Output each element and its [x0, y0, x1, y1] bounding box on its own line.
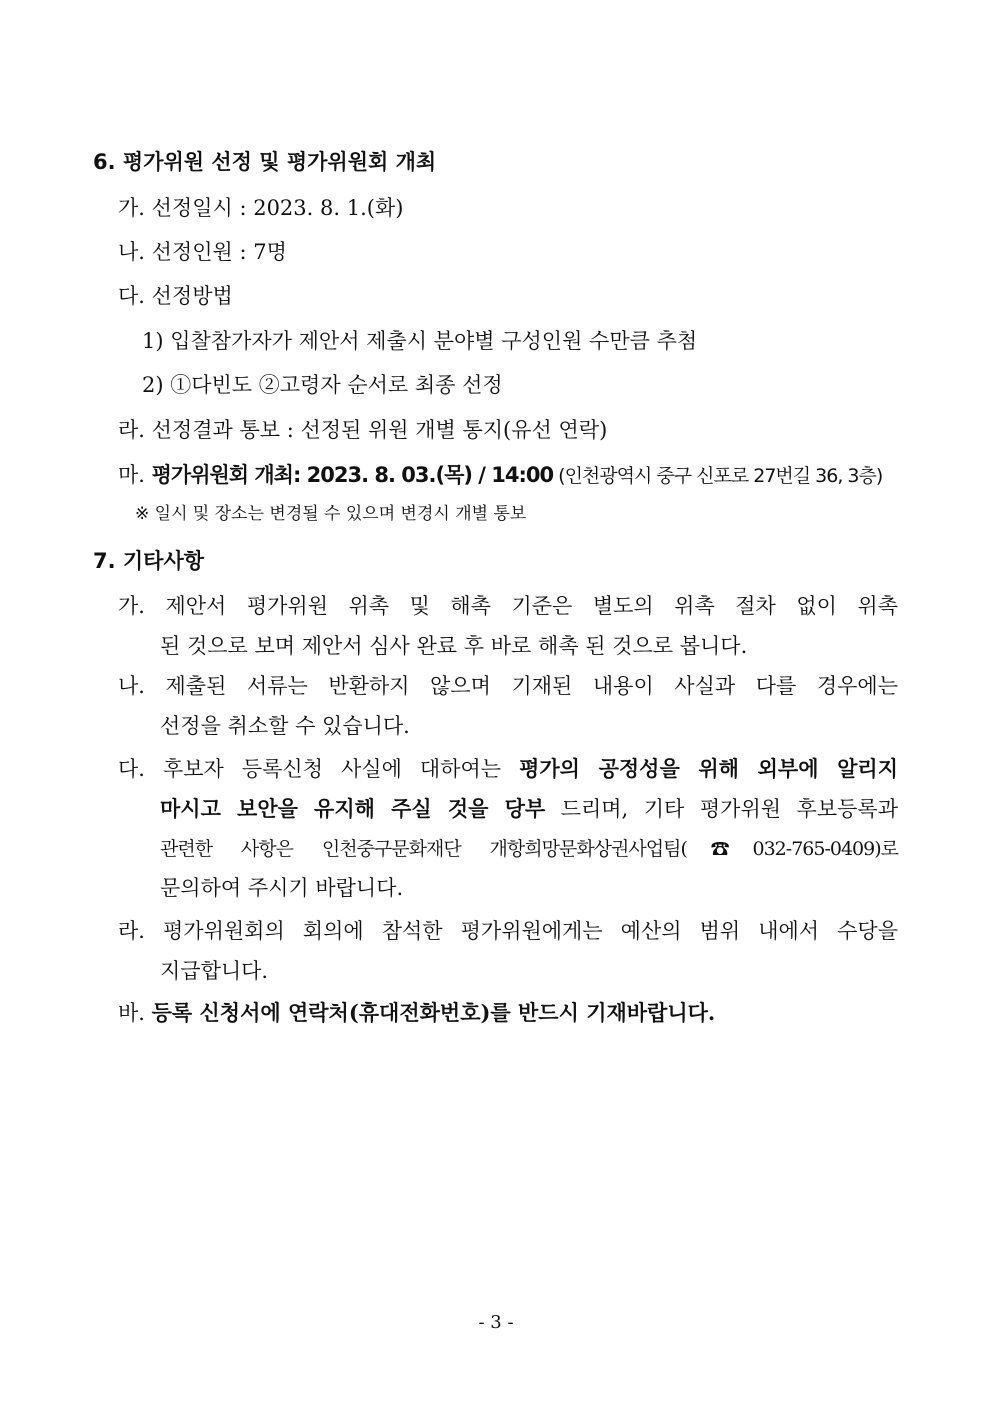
page-number: - 3 -: [478, 1312, 514, 1333]
meeting-location: (인천광역시 중구 신포로 27번길 36, 3층): [553, 465, 883, 487]
other-item-ga-line-1: 가. 제안서 평가위원 위촉 및 해촉 기준은 별도의 위촉 절차 없이 위촉: [118, 594, 898, 618]
section-7-heading: 7. 기타사항: [93, 549, 205, 573]
other-item-na-line-1: 나. 제출된 서류는 반환하지 않으며 기재된 내용이 사실과 다를 경우에는: [118, 674, 898, 698]
other-item-da-line-4: 문의하여 주시기 바랍니다.: [160, 876, 404, 900]
item-prefix: 마.: [118, 463, 152, 487]
selection-method-step-2: 2) ①다빈도 ②고령자 순서로 최종 선정: [142, 373, 503, 397]
section-6-heading: 6. 평가위원 선정 및 평가위원회 개최: [93, 150, 437, 174]
item-selection-method: 다. 선정방법: [118, 284, 233, 308]
other-item-na-line-2: 선정을 취소할 수 있습니다.: [160, 714, 410, 738]
item-selection-count: 나. 선정인원 : 7명: [118, 240, 287, 264]
da-line-1-emphasis: 평가의 공정성을 위해 외부에 알리지: [519, 756, 898, 781]
da-line-2-text: 드리며, 기타 평가위원 후보등록과: [545, 797, 898, 821]
other-item-ba: [118, 998, 715, 1028]
item-committee-meeting: [118, 460, 898, 491]
other-item-ra-line-2: 지급합니다.: [160, 959, 269, 983]
da-line-2-emphasis: 마시고 보안을 유지해 주실 것을 당부: [160, 796, 546, 821]
other-item-ra-line-1: 라. 평가위원회의 회의에 참석한 평가위원에게는 예산의 범위 내에서 수당을: [118, 919, 898, 943]
ba-emphasis: 등록 신청서에 연락처(휴대전화번호)를 반드시 기재바랍니다.: [151, 1000, 716, 1025]
meeting-datetime: 평가위원회 개최: 2023. 8. 03.(목) / 14:00: [151, 463, 554, 487]
other-item-da-line-3: 관련한 사항은 인천중구문화재단 개항희망문화상권사업팀(☎032-765-0409)로: [160, 838, 898, 860]
da-line-1-text: 다. 후보자 등록신청 사실에 대하여는: [118, 757, 520, 781]
selection-method-step-1: 1) 입찰참가자가 제안서 제출시 분야별 구성인원 수만큼 추첨: [142, 329, 698, 353]
item-selection-notice: 라. 선정결과 통보 : 선정된 위원 개별 통지(유선 연락): [118, 418, 608, 442]
other-item-da-line-2: [160, 794, 898, 824]
other-item-da-line-1: [118, 754, 898, 784]
schedule-change-note: ※ 일시 및 장소는 변경될 수 있으며 변경시 개별 통보: [135, 504, 527, 524]
item-selection-date: 가. 선정일시 : 2023. 8. 1.(화): [118, 196, 404, 220]
other-item-ga-line-2: 된 것으로 보며 제안서 심사 완료 후 바로 해촉 된 것으로 봅니다.: [160, 634, 748, 658]
ba-prefix: 바.: [118, 1001, 152, 1025]
